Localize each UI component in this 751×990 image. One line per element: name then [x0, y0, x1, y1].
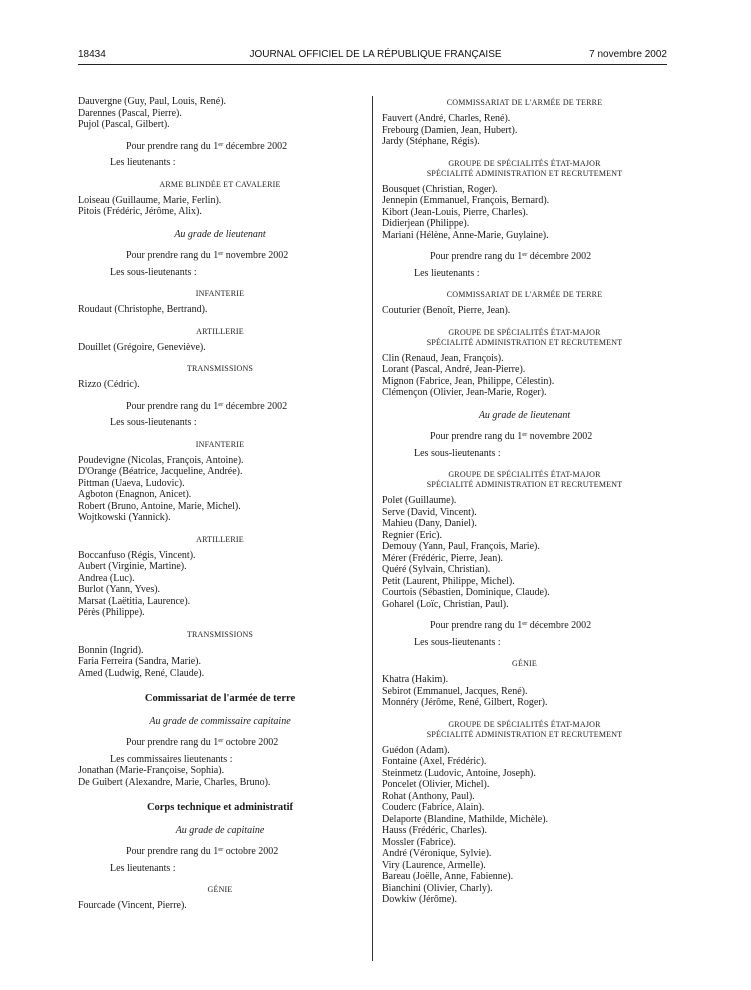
list-item: Douillet (Grégoire, Geneviève). [78, 341, 206, 353]
list-item: De Guibert (Alexandre, Marie, Charles, Bruno). [78, 776, 271, 788]
rank-date-rest: décembre 2002 [223, 140, 288, 152]
rank-date-text: Pour prendre rang du 1 [430, 431, 523, 442]
list-item: Serve (David, Vincent). [382, 506, 477, 518]
list-item: Couturier (Benoît, Pierre, Jean). [382, 305, 511, 316]
list-item: Quéré (Sylvain, Christian). [382, 564, 491, 575]
section-heading [382, 98, 667, 108]
section-heading [382, 328, 667, 348]
section-heading [78, 289, 362, 299]
rank-date-line [382, 431, 667, 443]
ordinal-suffix: er [218, 737, 224, 744]
list-item: Delaporte (Blandine, Mathilde, Michèle). [382, 813, 549, 825]
grade-title: Au grade de lieutenant [478, 409, 571, 421]
rank-date-text: Pour prendre rang du 1 [126, 846, 219, 857]
section-heading-line: TRANSMISSIONS [186, 629, 254, 639]
list-item: Didierjean (Philippe). [382, 218, 470, 229]
list-item: Guédon (Adam). [382, 744, 450, 756]
list-item: Monnéry (Jérôme, René, Gilbert, Roger). [382, 697, 548, 708]
list-item: Dowkiw (Jérôme). [382, 894, 457, 905]
ordinal-suffix: er [522, 620, 528, 627]
list-item: Demouy (Yann, Paul, François, Marie). [382, 541, 540, 552]
list-item: Wojtkowski (Yannick). [78, 512, 171, 523]
grade-title: Au grade de lieutenant [174, 228, 266, 240]
list-item: Amed (Ludwig, René, Claude). [78, 667, 205, 679]
section-heading [382, 659, 667, 669]
section-heading [78, 885, 362, 895]
list-item: Poudevigne (Nicolas, François, Antoine). [78, 454, 244, 466]
list-item: Clémençon (Olivier, Jean-Marie, Roger). [382, 387, 547, 398]
section-heading-line: GROUPE DE SPÉCIALITÉS ÉTAT-MAJOR [448, 470, 601, 479]
section-heading-line: GROUPE DE SPÉCIALITÉS ÉTAT-MAJOR [448, 158, 601, 168]
grade-label: Les sous-lieutenants : [414, 447, 501, 459]
list-item: Robert (Bruno, Antoine, Marie, Michel). [78, 500, 241, 512]
column-divider [372, 96, 373, 961]
rank-date-line [78, 737, 362, 749]
corps-heading: Commissariat de l'armée de terre [144, 693, 296, 704]
ordinal-suffix: er [218, 400, 224, 408]
list-item: Mérer (Frédéric, Pierre, Jean). [382, 552, 504, 564]
rank-date-line [78, 846, 362, 858]
section-heading-line: SPÉCIALITÉ ADMINISTRATION ET RECRUTEMENT [426, 480, 623, 489]
list-item: Clin (Renaud, Jean, François). [382, 352, 504, 364]
rank-date-text: Pour prendre rang du 1 [126, 140, 219, 152]
section-heading [382, 720, 667, 740]
list-item: Boccanfuso (Régis, Vincent). [78, 549, 196, 561]
rank-date-rest: octobre 2002 [223, 737, 279, 748]
grade-title: Au grade de commissaire capitaine [149, 715, 291, 727]
section-heading-line: GÉNIE [512, 659, 537, 668]
list-item: Pérès (Philippe). [78, 607, 145, 618]
ordinal-suffix: er [218, 846, 224, 853]
list-item: Darennes (Pascal, Pierre). [78, 107, 182, 119]
list-item: Pitois (Frédéric, Jérôme, Alix). [78, 206, 202, 217]
rank-date-rest: octobre 2002 [223, 846, 279, 857]
grade-label: Les sous-lieutenants : [414, 636, 501, 648]
rank-date-rest: novembre 2002 [223, 250, 289, 261]
list-item: Poncelet (Olivier, Michel). [382, 779, 490, 790]
list-item: Pujol (Pascal, Gilbert). [78, 119, 170, 130]
grade-label: Les lieutenants : [414, 267, 480, 279]
list-item: Aubert (Virginie, Martine). [78, 561, 187, 572]
list-item: Fourcade (Vincent, Pierre). [78, 900, 187, 911]
rank-date-rest: décembre 2002 [223, 400, 288, 412]
list-item: Mignon (Fabrice, Jean, Philippe, Célestin). [382, 375, 555, 387]
list-item: Kibort (Jean-Louis, Pierre, Charles). [382, 206, 529, 218]
section-heading-line: SPÉCIALITÉ ADMINISTRATION ET RECRUTEMENT [426, 337, 623, 347]
section-heading [78, 440, 362, 450]
list-item: Lorant (Pascal, André, Jean-Pierre). [382, 364, 526, 375]
section-heading [78, 364, 362, 374]
section-heading-line: TRANSMISSIONS [186, 364, 254, 373]
section-heading-line: SPÉCIALITÉ ADMINISTRATION ET RECRUTEMENT [426, 729, 623, 739]
rank-date-line [382, 620, 667, 632]
list-item: Hauss (Frédéric, Charles). [382, 825, 487, 836]
list-item: Agboton (Enagnon, Anicet). [78, 489, 192, 500]
ordinal-suffix: er [522, 251, 528, 258]
header-rule [78, 64, 667, 65]
section-heading-line: SPÉCIALITÉ ADMINISTRATION ET RECRUTEMENT [426, 168, 623, 178]
list-item: Courtois (Sébastien, Dominique, Claude). [382, 587, 550, 598]
grade-label: Les lieutenants : [110, 157, 176, 168]
section-heading [382, 290, 667, 300]
section-heading-line: COMMISSARIAT DE L'ARMÉE DE TERRE [446, 290, 603, 299]
page-number: 18434 [78, 49, 106, 60]
section-heading-line: ARTILLERIE [196, 534, 244, 544]
list-item: Mariani (Hélène, Anne-Marie, Guylaine). [382, 229, 549, 241]
list-item: Rohat (Anthony, Paul). [382, 790, 475, 802]
section-heading-line: COMMISSARIAT DE L'ARMÉE DE TERRE [446, 98, 603, 107]
list-item: Couderc (Fabrice, Alain). [382, 802, 485, 813]
list-item: Khatra (Hakim). [382, 674, 449, 685]
rank-date-rest: décembre 2002 [527, 251, 592, 262]
left-column [78, 96, 362, 912]
list-item: Fontaine (Axel, Frédéric). [382, 756, 487, 767]
list-item: Bianchini (Olivier, Charly). [382, 882, 493, 894]
list-item: Bonnin (Ingrid). [78, 644, 144, 656]
section-heading [78, 180, 362, 190]
rank-date-text: Pour prendre rang du 1 [430, 620, 523, 631]
rank-date-text: Pour prendre rang du 1 [430, 251, 523, 262]
list-item: Fauvert (André, Charles, René). [382, 113, 511, 124]
right-column [382, 96, 667, 906]
list-item: Dauvergne (Guy, Paul, Louis, René). [78, 96, 227, 107]
grade-title: Au grade de capitaine [175, 824, 265, 836]
journal-title: JOURNAL OFFICIEL DE LA RÉPUBLIQUE FRANÇAISE [249, 49, 502, 60]
ordinal-suffix: er [218, 140, 224, 148]
list-item: Mahieu (Dany, Daniel). [382, 518, 477, 529]
rank-date-line [78, 401, 362, 413]
list-item: Regnier (Eric). [382, 529, 442, 541]
list-item: Sebirot (Emmanuel, Jacques, René). [382, 685, 528, 697]
list-item: Jardy (Stéphane, Régis). [382, 136, 480, 147]
list-item: Bousquet (Christian, Roger). [382, 183, 498, 195]
grade-label: Les sous-lieutenants : [110, 266, 197, 278]
issue-date: 7 novembre 2002 [589, 49, 667, 60]
ordinal-suffix: er [218, 250, 224, 257]
list-item: André (Véronique, Sylvie). [382, 848, 492, 859]
list-item: Mossler (Fabrice). [382, 836, 456, 848]
section-heading-line: INFANTERIE [195, 439, 245, 449]
list-item: Jennepin (Emmanuel, François, Bernard). [382, 195, 550, 206]
ordinal-suffix: er [522, 431, 528, 438]
section-heading-line: GÉNIE [207, 885, 233, 894]
list-item: Faria Ferreira (Sandra, Marie). [78, 656, 201, 667]
grade-label: Les lieutenants : [110, 862, 176, 874]
list-item: Pittman (Uaeva, Ludovic). [78, 477, 185, 489]
list-item: Steinmetz (Ludovic, Antoine, Joseph). [382, 767, 536, 779]
section-heading-line: GROUPE DE SPÉCIALITÉS ÉTAT-MAJOR [448, 719, 601, 729]
rank-date-text: Pour prendre rang du 1 [126, 250, 219, 261]
corps-heading: Corps technique et administratif [146, 802, 294, 813]
rank-date-line [78, 250, 362, 262]
section-heading-line: ARTILLERIE [196, 326, 244, 336]
section-heading [78, 327, 362, 337]
list-item: Andrea (Luc). [78, 572, 135, 584]
grade-label: Les sous-lieutenants : [110, 417, 197, 428]
list-item: Bareau (Joëlle, Anne, Fabienne). [382, 871, 514, 882]
rank-date-rest: décembre 2002 [527, 620, 592, 631]
section-heading-line: ARME BLINDÉE ET CAVALERIE [159, 179, 281, 189]
list-item: Petit (Laurent, Philippe, Michel). [382, 575, 515, 587]
section-heading-line: INFANTERIE [195, 289, 245, 298]
list-item: Viry (Laurence, Armelle). [382, 859, 486, 871]
list-item: Roudaut (Christophe, Bertrand). [78, 304, 208, 315]
section-heading-line: GROUPE DE SPÉCIALITÉS ÉTAT-MAJOR [448, 327, 601, 337]
list-item: Rizzo (Cédric). [78, 379, 140, 390]
rank-date-rest: novembre 2002 [527, 431, 593, 442]
section-heading [78, 630, 362, 640]
list-item: Polet (Guillaume). [382, 495, 457, 506]
list-item: Goharel (Loïc, Christian, Paul). [382, 598, 509, 610]
section-heading [382, 159, 667, 179]
grade-label: Les commissaires lieutenants : [110, 753, 233, 765]
list-item: Loiseau (Guillaume, Marie, Ferlin). [78, 194, 222, 206]
list-item: Burlot (Yann, Yves). [78, 584, 161, 595]
list-item: Marsat (Laëtitia, Laurence). [78, 595, 191, 607]
section-heading [382, 470, 667, 490]
rank-date-text: Pour prendre rang du 1 [126, 400, 219, 412]
list-item: Jonathan (Marie-Françoise, Sophia). [78, 765, 225, 776]
rank-date-text: Pour prendre rang du 1 [126, 737, 219, 748]
rank-date-line [382, 251, 667, 263]
list-item: Frebourg (Damien, Jean, Hubert). [382, 124, 518, 136]
section-heading [78, 535, 362, 545]
rank-date-line [78, 141, 362, 153]
list-item: D'Orange (Béatrice, Jacqueline, Andrée). [78, 466, 243, 477]
